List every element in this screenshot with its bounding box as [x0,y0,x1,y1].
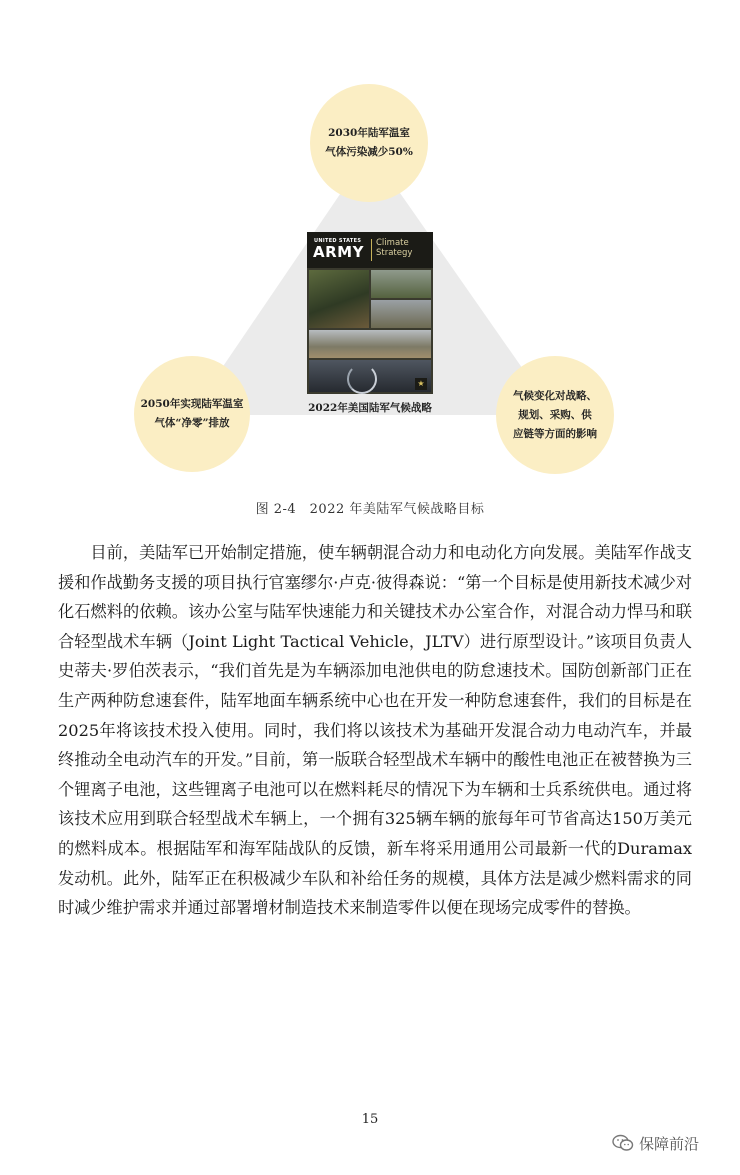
page-number: 15 [361,1112,379,1127]
cover-photo-soldier [309,270,369,328]
goal-top-text: 2030年陆军温室 气体污染减少50% [325,127,413,158]
cover-caption: 2022年美国陆军气候战略 [308,402,432,414]
cover-photo-forest [371,270,431,298]
goal-circle-left [134,356,250,472]
figure-caption: 图 2-4 2022 年美陆军气候战略目标 [255,502,485,517]
goal-right-text: 气候变化对战略、 规划、采购、供 应链等方面的影响 [513,389,597,440]
cover-header-small: UNITED STATES [314,238,362,244]
goal-left-text: 2050年实现陆军温室 气体“净零”排放 [140,398,244,429]
wechat-icon [612,1134,634,1152]
strategy-goals-diagram [0,0,740,500]
cover-header-title: Climate Strategy [376,238,413,258]
goal-circle-top [310,84,428,202]
body-paragraph: 目前，美陆军已开始制定措施，使车辆朝混合动力和电动化方向发展。美陆军作战支援和作战勤务支援的项目执行官塞缪尔·卢克·彼得森说：“第一个目标是使用新技术减少对化石燃料的依赖。该办公室与陆军快速能力和关键技术办公室合作，对混合动力悍马和联合轻型战术车辆（Joint Light Tactical Vehicle，JLTV）进行原型设计。”该项目负责人史蒂夫·罗伯茨表示，“我们首先是为车辆添加电池供电的防怠速技术。国防创新部门正在生产两种防怠速套件，陆军地面车辆系统中心也在开发一种防怠速套件，我们的目标是在2025年将该技术投入使用。同时，我们将以该技术为基础开发混合动力电动汽车，并最终推动全电动汽车的开发。”目前，第一版联合轻型战术车辆中的酸性电池正在被替换为三个锂离子电池，这些锂离子电池可以在燃料耗尽的情况下为车辆和士兵系统供电。通过将该技术应用到联合轻型战术车辆上，一个拥有325辆车辆的旅每年可节省高达150万美元的燃料成本。根据陆军和海军陆战队的反馈，新车将采用通用公司最新一代的Duramax发动机。此外，陆军正在积极减少车队和补给任务的规模，具体方法是减少燃料需求的同时减少维护需求并通过部署增材制造技术来制造零件以便在现场完成零件的替换。 [58,543,692,918]
watermark [612,1132,699,1154]
cover-header [307,232,433,268]
cover-divider [371,239,372,261]
cover-header-army: ARMY [313,243,364,261]
cover-photo-landscape [309,330,431,358]
cover-photo-vehicle [371,300,431,328]
watermark-text: 保障前沿 [639,1134,700,1153]
climate-strategy-cover-image [307,232,433,394]
goal-circle-right [496,356,614,474]
hurricane-swirl-icon [347,364,377,394]
army-star-icon: ★ [415,378,427,390]
